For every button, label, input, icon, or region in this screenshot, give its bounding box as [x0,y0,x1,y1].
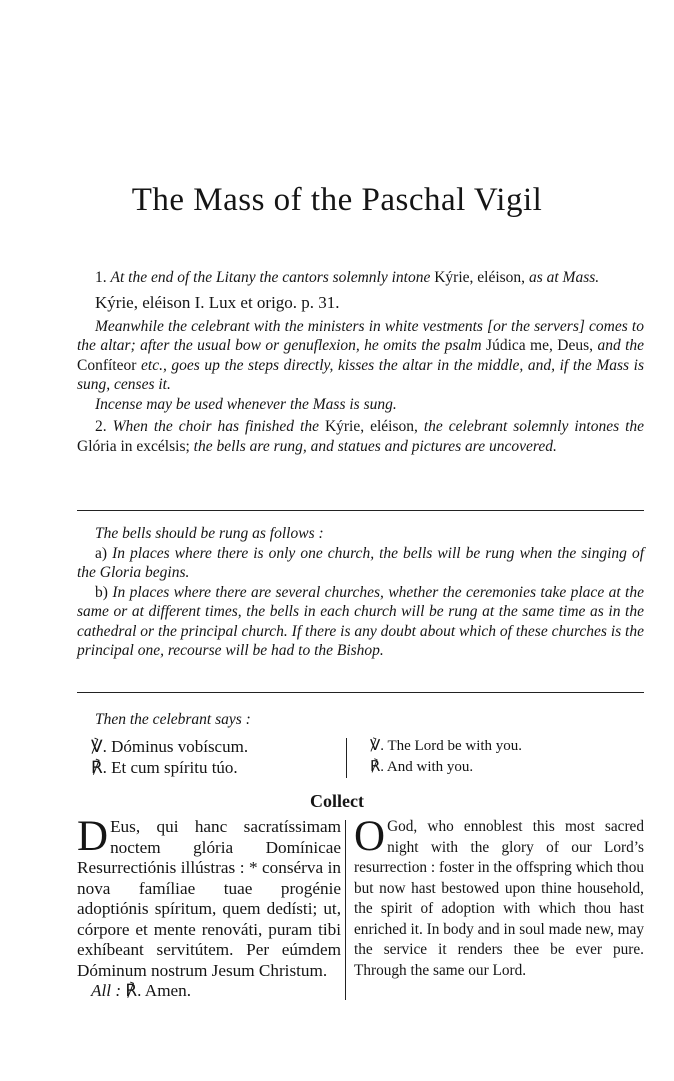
rubric-incense: Incense may be used whenever the Mass is sung. [95,395,397,413]
divider [77,510,644,511]
latin-response: ℟. Et cum spíritu túo. [91,758,238,777]
paragraph-number: 2. [95,418,107,435]
drop-cap: D [77,813,109,860]
chant-reference: Kýrie, eléison I. Lux et origo. p. 31. [95,292,340,312]
column-divider [345,820,346,1000]
all-response: All : ℟. Amen. [91,981,192,1000]
bells-note [77,524,644,661]
column-divider [346,738,347,778]
divider [77,692,644,693]
english-response: ℟. And with you. [370,759,474,775]
bells-item-a: a) In places where there is only one church, the bells will be rung when the singing of the Gloria begins. [77,544,644,581]
drop-cap: O [354,813,386,860]
then-celebrant-says: Then the celebrant says : [95,711,251,728]
rubric-meanwhile: Meanwhile the celebrant with the ministers in white vestments [or the servers] comes to the altar; after the usual bow or genuflexion, he omits the psalm Júdica me, Deus, and the Confíteor etc., goes up the steps directly, kisses the altar in the middle, and, if the Mass is sung, censes it. [77,317,645,393]
collect-latin: D Eus, qui hanc sacratíssimam noctem glória Domínicae Resurrectiónis illústras : * consérva in nova famíliae tuae progénie adoptiónis spíritum, quem dedísti; ut, córpore et mente renováti, puram tibi exhíbeant servitútem. Per eúmdem Dóminum nostrum Jesum Christum. All : ℟. Amen. [77,813,341,1000]
versicles [0,736,674,780]
bells-item-b: b) In places where there are several churches, whether the ceremonies take place at the same or at different times, the bells in each church will be rung at the same time as in the cathedral or the principal church. If there is any doubt about which of these churches is the principal one, recourse will be had to the Bishop. [77,583,644,659]
rubric-section [77,268,644,456]
page-title: The Mass of the Paschal Vigil [131,182,543,218]
collect-english: O God, who ennoblest this most sacred night with the glory of our Lord’s resurrection : foster in the offspring which thou but now hast bestowed upon thine household, the spirit of adoption with which thou hast enriched it. In body and in soul made new, may the service it renders thee be ever pure. Through the same our Lord. [354,813,644,979]
latin-versicle: ℣. Dóminus vobíscum. [91,737,249,756]
english-versicle: ℣. The Lord be with you. [370,738,523,754]
rubric-paragraph-1: 1. At the end of the Litany the cantors solemnly intone Kýrie, eléison, as at Mass. [95,269,600,286]
paragraph-number: 1. [95,269,107,286]
collect-heading: Collect [310,791,364,811]
bells-intro: The bells should be rung as follows : [95,525,324,542]
rubric-paragraph-2: 2. When the choir has finished the Kýrie, eléison, the celebrant solemnly intones the Glória in excélsis; the bells are rung, and statues and pictures are uncovered. [77,418,645,455]
